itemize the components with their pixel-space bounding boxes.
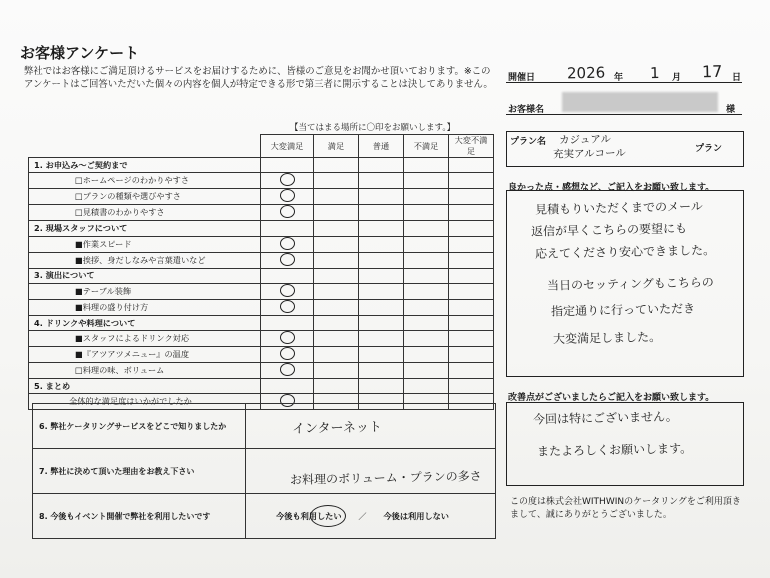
rating-cell[interactable]	[261, 299, 314, 315]
good-line: 指定通りに行っていただき	[550, 301, 696, 319]
rating-cell[interactable]	[359, 205, 404, 221]
rating-circle-mark	[280, 363, 295, 376]
option-continue[interactable]: 今後も利用したい	[276, 511, 342, 522]
form-title: お客様アンケート	[20, 44, 140, 62]
good-points-label: 良かった点・感想など、ご記入をお願い致します。	[508, 183, 715, 193]
rating-cell[interactable]	[449, 236, 494, 252]
rating-cell[interactable]	[449, 299, 494, 315]
rating-circle-mark	[280, 347, 295, 360]
rating-cell[interactable]	[404, 236, 449, 252]
question-item-label: 全体的な満足度はいかがでしたか	[29, 394, 261, 410]
rating-cell[interactable]	[261, 363, 314, 379]
rating-header: 普通	[359, 135, 404, 158]
rating-cell[interactable]	[359, 283, 404, 299]
rating-cell[interactable]	[449, 205, 494, 221]
rating-cell[interactable]	[261, 205, 314, 221]
question-item-row	[29, 331, 494, 347]
question-item-label: ■作業スピード	[29, 236, 261, 252]
rating-body	[29, 158, 494, 410]
rating-cell[interactable]	[404, 205, 449, 221]
rating-cell[interactable]	[359, 331, 404, 347]
rating-cell[interactable]	[314, 236, 359, 252]
name-underline	[506, 114, 742, 115]
question-item-label: ■テーブル装飾	[29, 283, 261, 299]
question-item-label: □見積書のわかりやすさ	[29, 205, 261, 221]
plan-box	[506, 131, 744, 167]
date-underline	[506, 82, 742, 83]
thanks-message: この度は株式会社WITHWINのケータリングをご利用頂きまして、誠にありがとうございました。	[510, 497, 741, 520]
question-item-row	[29, 189, 494, 205]
rating-cell[interactable]	[314, 363, 359, 379]
answer-reason: お料理のボリューム・プランの多さ	[289, 468, 482, 487]
rating-circle-mark	[280, 300, 295, 313]
rating-table	[28, 134, 494, 410]
rating-cell[interactable]	[404, 299, 449, 315]
rating-cell[interactable]	[404, 331, 449, 347]
improve-box	[506, 402, 744, 486]
question-row	[33, 404, 496, 449]
option-separator: ／	[358, 510, 367, 521]
rating-cell[interactable]	[261, 347, 314, 363]
section-title: 3. 演出について	[29, 268, 261, 283]
improve-label: 改善点がございましたらご記入をお願い致します。	[508, 393, 715, 403]
rating-cell[interactable]	[449, 252, 494, 268]
section-title: 2. 現場スタッフについて	[29, 221, 261, 236]
question-row	[33, 494, 496, 539]
plan-value-2: 充実アルコール	[552, 147, 627, 161]
rating-cell[interactable]	[359, 189, 404, 205]
rating-cell[interactable]	[359, 252, 404, 268]
question-label: 6. 弊社ケータリングサービスをどこで知りましたか	[33, 404, 246, 449]
rating-cell[interactable]	[261, 236, 314, 252]
question-item-row	[29, 347, 494, 363]
question-item-row	[29, 236, 494, 252]
rating-circle-mark	[280, 205, 295, 218]
rating-cell[interactable]	[359, 173, 404, 189]
rating-circle-mark	[280, 173, 295, 186]
rating-cell[interactable]	[404, 173, 449, 189]
rating-cell[interactable]	[449, 331, 494, 347]
date-day: 17	[701, 61, 723, 82]
question-label: 8. 今後もイベント開催で弊社を利用したいです	[33, 494, 246, 539]
good-line: 大変満足しました。	[552, 329, 662, 347]
rating-circle-mark	[280, 331, 295, 344]
rating-cell[interactable]	[314, 205, 359, 221]
rating-cell[interactable]	[449, 173, 494, 189]
rating-header: 不満足	[404, 135, 449, 158]
date-year: 2026	[566, 63, 606, 83]
improve-line: 今回は特にございません。	[532, 409, 678, 427]
rating-header-row	[29, 135, 494, 158]
rating-cell[interactable]	[404, 252, 449, 268]
rating-cell[interactable]	[449, 347, 494, 363]
good-line: 返信が早くこちらの要望にも	[530, 221, 688, 239]
question-item-row	[29, 173, 494, 189]
rating-header: 満足	[314, 135, 359, 158]
good-line: 見積もりいただくまでのメール	[534, 199, 703, 217]
plan-suffix: プラン	[695, 144, 723, 154]
question-item-label: ■『アツアツメニュー』の温度	[29, 347, 261, 363]
rating-cell[interactable]	[404, 283, 449, 299]
rating-cell[interactable]	[359, 236, 404, 252]
rating-cell[interactable]	[359, 363, 404, 379]
rating-cell[interactable]	[261, 331, 314, 347]
rating-circle-mark	[280, 253, 295, 266]
section-title: 5. まとめ	[29, 379, 261, 394]
answer-source: インターネット	[291, 419, 383, 437]
section-row	[29, 268, 494, 283]
good-line: 当日のセッティングもこちらの	[546, 275, 714, 293]
improve-line: またよろしくお願いします。	[536, 441, 693, 459]
rating-cell[interactable]	[359, 347, 404, 363]
plan-value-1: カジュアル	[558, 133, 612, 147]
rating-cell[interactable]	[261, 283, 314, 299]
section-title: 1. お申込み～ご契約まで	[29, 158, 261, 173]
section-row	[29, 315, 494, 330]
intro-text: 弊社ではお客様にご満足頂けるサービスをお届けするために、皆様のご意見をお聞かせ頂いております。※このアンケートはご回答いただいた個々の内容を個人が特定できる形で第三者に開示することは決してありません。	[24, 66, 493, 90]
good-line: 応えてくださり安心できました。	[534, 243, 716, 261]
selection-circle	[310, 505, 346, 527]
rating-header: 大変満足	[261, 135, 314, 158]
rating-header: 大変不満足	[449, 135, 494, 158]
rating-circle-mark	[280, 237, 295, 250]
section-title: 4. ドリンクや料理について	[29, 315, 261, 330]
rating-cell[interactable]	[449, 363, 494, 379]
rating-cell[interactable]	[449, 189, 494, 205]
rating-cell[interactable]	[314, 252, 359, 268]
redacted-name	[562, 92, 718, 112]
rating-cell[interactable]	[261, 189, 314, 205]
question-item-row	[29, 363, 494, 379]
rating-cell[interactable]	[359, 299, 404, 315]
date-label: 開催日	[508, 73, 536, 83]
rating-cell[interactable]	[404, 189, 449, 205]
question-item-label: □プランの種類や選びやすさ	[29, 189, 261, 205]
rating-cell[interactable]	[404, 347, 449, 363]
question-item-label: □料理の味、ボリューム	[29, 363, 261, 379]
question-item-label: ■挨拶、身だしなみや言葉遣いなど	[29, 252, 261, 268]
question-table	[32, 403, 496, 539]
section-row	[29, 158, 494, 173]
good-points-box	[506, 190, 744, 377]
rating-cell[interactable]	[314, 283, 359, 299]
day-unit: 日	[732, 73, 742, 83]
question-item-label: □ホームページのわかりやすさ	[29, 173, 261, 189]
rating-cell[interactable]	[404, 363, 449, 379]
rating-cell[interactable]	[261, 252, 314, 268]
rating-circle-mark	[280, 284, 295, 297]
question-item-row	[29, 205, 494, 221]
question-item-row	[29, 283, 494, 299]
question-item-label: ■スタッフによるドリンク対応	[29, 331, 261, 347]
rating-cell[interactable]	[314, 299, 359, 315]
rating-cell[interactable]	[261, 173, 314, 189]
rating-cell[interactable]	[314, 173, 359, 189]
question-item-row	[29, 252, 494, 268]
question-row	[33, 449, 496, 494]
section-row	[29, 221, 494, 236]
rating-circle-mark	[280, 189, 295, 202]
option-discontinue[interactable]: 今後は利用しない	[383, 510, 449, 521]
plan-label: プラン名	[510, 137, 547, 147]
section-row	[29, 379, 494, 394]
month-unit: 月	[672, 73, 682, 83]
rating-cell[interactable]	[449, 283, 494, 299]
year-unit: 年	[614, 73, 624, 83]
rating-cell[interactable]	[314, 189, 359, 205]
question-item-label: ■料理の盛り付け方	[29, 299, 261, 315]
date-month: 1	[649, 63, 660, 83]
question-label: 7. 弊社に決めて頂いた理由をお教え下さい	[33, 449, 246, 494]
instruction-text: 【当てはまる場所に〇印をお願いします。】	[290, 123, 456, 133]
rating-cell[interactable]	[314, 331, 359, 347]
customer-name-label: お客様名	[508, 105, 545, 115]
name-suffix: 様	[726, 105, 736, 115]
question-item-row	[29, 299, 494, 315]
rating-cell[interactable]	[314, 347, 359, 363]
